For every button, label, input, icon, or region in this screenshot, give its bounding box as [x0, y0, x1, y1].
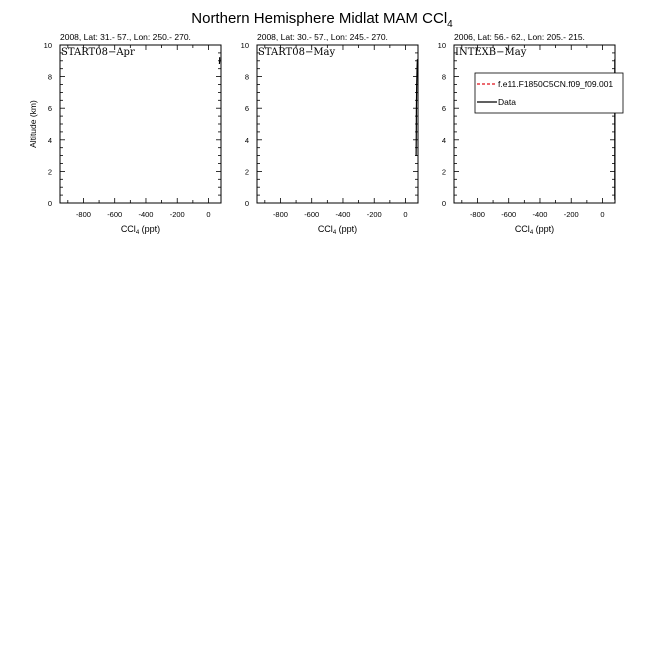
campaign-label: START08−May [258, 47, 336, 58]
campaign-label: INTEXB−May [455, 47, 527, 58]
y-tick-label: 8 [441, 72, 446, 82]
y-tick-label: 0 [441, 199, 446, 208]
y-tick-label: 4 [47, 135, 52, 145]
x-axis-label [515, 224, 554, 236]
legend [475, 73, 623, 113]
y-tick-label: 4 [441, 135, 446, 145]
x-tick-label: 0 [206, 210, 211, 219]
x-tick-label: -800 [469, 210, 485, 219]
legend-model-label: f.e11.F1850C5CN.f09_f09.001 [498, 79, 614, 89]
x-tick-label: 0 [600, 210, 605, 219]
x-axis-label-sub: 4 [332, 230, 337, 236]
data-series-line [416, 59, 417, 155]
x-axis-label [121, 224, 160, 236]
plot-frame [454, 45, 615, 203]
legend-data-label: Data [498, 97, 516, 107]
plot-frame [257, 45, 418, 203]
x-axis-label-sub: 4 [135, 230, 140, 236]
panel-subtitle: 2008, Lat: 30.- 57., Lon: 245.- 270. [257, 32, 388, 42]
y-tick-label: 2 [441, 167, 446, 177]
y-tick-label: 0 [244, 199, 249, 208]
x-tick-label: -200 [169, 210, 185, 219]
x-axis-label-main: CCl [514, 224, 530, 234]
y-tick-label: 8 [47, 72, 52, 82]
panel-subtitle: 2008, Lat: 31.- 57., Lon: 250.- 270. [60, 32, 191, 42]
y-tick-label: 10 [240, 41, 249, 50]
x-axis-label-main: CCl [120, 224, 136, 234]
y-tick-label: 10 [437, 41, 446, 50]
x-axis-label-main: CCl [317, 224, 333, 234]
x-axis-label-sub: 4 [529, 230, 534, 236]
x-axis-label [318, 224, 357, 236]
x-tick-label: -600 [107, 210, 123, 219]
y-tick-label: 0 [47, 199, 52, 208]
panels [28, 32, 623, 236]
x-tick-label: -400 [138, 210, 154, 219]
x-axis-label-units: (ppt) [139, 224, 161, 234]
x-tick-label: -800 [272, 210, 288, 219]
y-tick-label: 6 [47, 104, 52, 114]
y-tick-label: 4 [244, 135, 249, 145]
x-axis-label-units: (ppt) [533, 224, 555, 234]
plot-frame [60, 45, 221, 203]
y-tick-label: 6 [244, 104, 249, 114]
x-tick-label: -200 [366, 210, 382, 219]
campaign-label: START08−Apr [61, 47, 135, 58]
y-tick-label: 8 [244, 72, 249, 82]
panel-subtitle: 2006, Lat: 56.- 62., Lon: 205.- 215. [454, 32, 585, 42]
x-axis-label-units: (ppt) [336, 224, 358, 234]
y-tick-label: 2 [47, 167, 52, 177]
x-tick-label: 0 [403, 210, 408, 219]
chart-panel-1 [28, 32, 221, 236]
chart-panel-2 [241, 32, 418, 236]
y-axis-label: Altitude (km) [28, 100, 38, 148]
y-tick-label: 6 [441, 104, 446, 114]
x-tick-label: -400 [335, 210, 351, 219]
x-tick-label: -400 [532, 210, 548, 219]
x-tick-label: -600 [501, 210, 517, 219]
y-tick-label: 10 [43, 41, 52, 50]
x-tick-label: -200 [563, 210, 579, 219]
x-tick-label: -800 [75, 210, 91, 219]
y-tick-label: 2 [244, 167, 249, 177]
chart-panel-3 [438, 32, 623, 236]
x-tick-label: -600 [304, 210, 320, 219]
figure-title: Northern Hemisphere Midlat MAM CCl$_4$ [191, 10, 453, 30]
